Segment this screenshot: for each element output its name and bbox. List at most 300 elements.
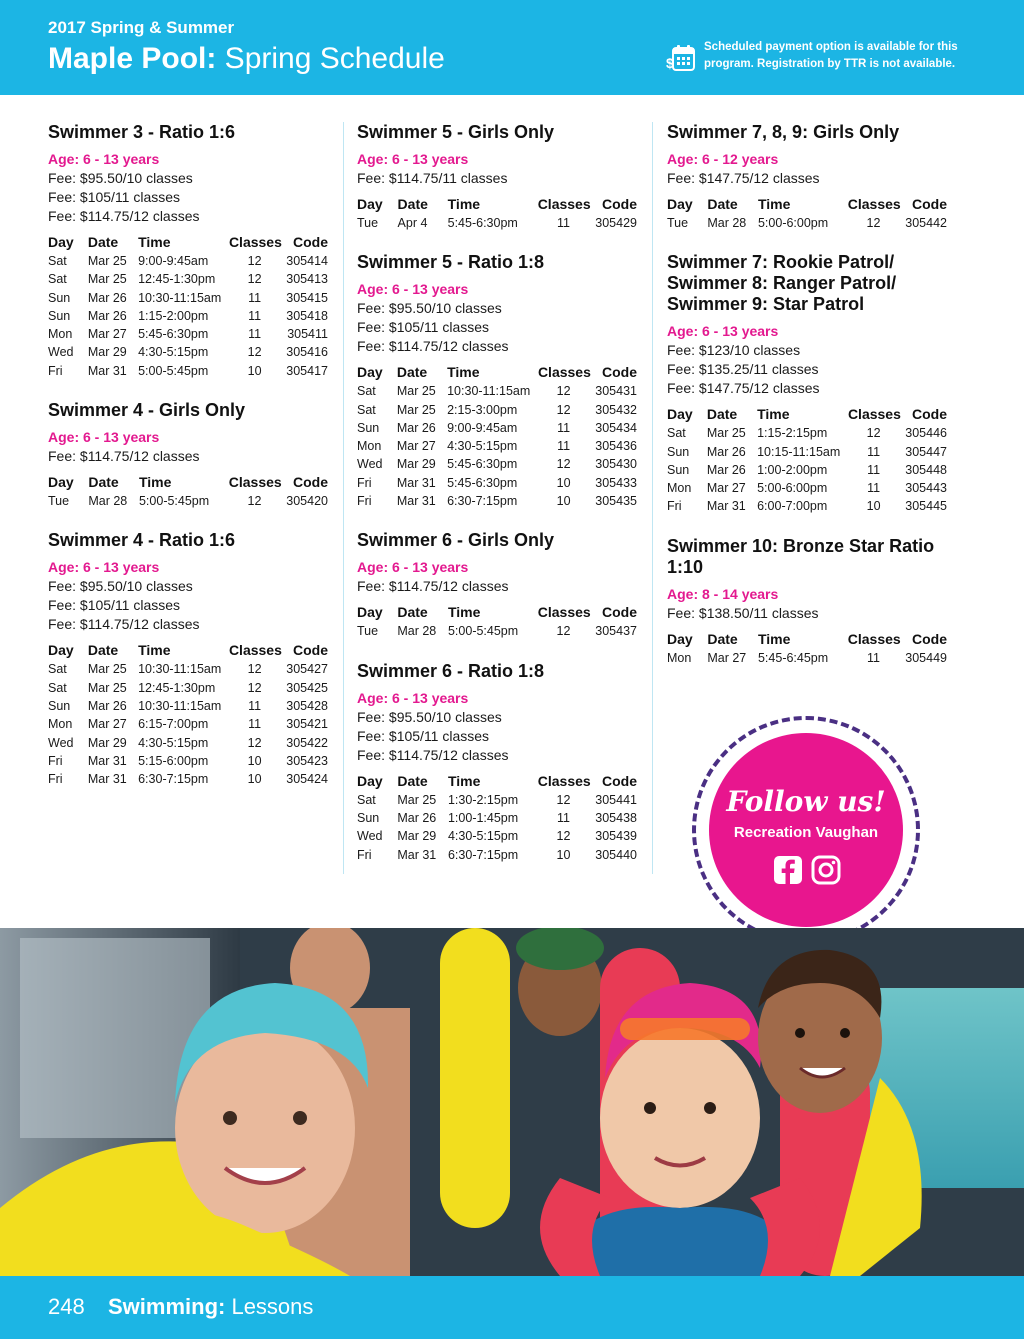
cell-day: Mon (357, 439, 382, 454)
cell-classes: 12 (556, 384, 571, 399)
fee-line: Fee: $95.50/10 classes (48, 578, 193, 595)
cell-code: 305420 (286, 494, 328, 509)
column-header-day: Day (357, 364, 383, 381)
cell-time: 5:00-6:00pm (757, 216, 829, 230)
fee-line: Fee: $105/11 classes (48, 189, 181, 205)
column-header-time: Time (757, 406, 790, 423)
column-header-code: Code (293, 474, 328, 491)
schedule-table (357, 599, 637, 640)
cell-day: Fri (48, 772, 63, 787)
page-header (0, 0, 1024, 95)
column-header-classes: Classes (847, 196, 901, 212)
age-range: Age: 6 - 13 years (357, 281, 469, 298)
program-title: Swimmer 7, 8, 9: Girls Only (667, 122, 900, 142)
cell-date: Apr 4 (397, 216, 428, 230)
cell-day: Wed (357, 829, 383, 844)
fee-line: Fee: $95.50/10 classes (357, 708, 502, 725)
cell-day: Sat (48, 254, 67, 268)
age-range: Age: 6 - 13 years (48, 559, 160, 576)
fee-line: Fee: $114.75/12 classes (48, 448, 200, 465)
table-header-row (357, 359, 637, 382)
column-header-classes: Classes (228, 234, 282, 250)
cell-day: Sun (48, 698, 71, 713)
cell-code: 305427 (286, 662, 328, 677)
column-header-classes: Classes (537, 196, 591, 212)
cell-date: Mar 26 (397, 810, 437, 825)
program-section (357, 252, 637, 510)
table-row (48, 752, 328, 770)
cell-date: Mar 28 (397, 624, 437, 639)
cell-time: 1:00-2:00pm (757, 462, 828, 477)
cell-day: Fri (357, 494, 372, 509)
cell-date: Mar 25 (87, 254, 127, 268)
table-row (667, 461, 947, 479)
cell-classes: 11 (867, 444, 881, 459)
table-row (357, 401, 637, 419)
cell-code: 305442 (905, 216, 947, 230)
table-row (667, 649, 947, 667)
cell-code: 305417 (286, 363, 328, 378)
fee-line: Fee: $114.75/12 classes (357, 338, 509, 355)
column-header-date: Date (707, 630, 738, 647)
age-range: Age: 6 - 12 years (667, 151, 779, 167)
cell-time: 4:30-5:15pm (447, 829, 519, 844)
column-header-classes: Classes (228, 642, 282, 659)
cell-day: Fri (357, 475, 372, 490)
table-row (357, 455, 637, 473)
cell-time: 10:30-11:15am (138, 698, 222, 713)
table-row (357, 846, 637, 864)
cell-classes: 12 (556, 624, 571, 639)
cell-classes: 12 (247, 735, 262, 750)
column-header-code: Code (912, 406, 947, 423)
cell-time: 10:15-11:15am (757, 444, 841, 459)
column-header-time: Time (757, 196, 791, 212)
cell-date: Mar 27 (707, 650, 747, 665)
table-row (357, 827, 637, 845)
cell-classes: 11 (557, 439, 571, 454)
cell-code: 305415 (286, 290, 328, 305)
cell-day: Sat (357, 792, 376, 807)
cell-classes: 10 (556, 494, 571, 509)
cell-date: Mar 31 (87, 772, 127, 787)
fee-line: Fee: $147.75/12 classes (667, 170, 820, 186)
cell-time: 9:00-9:45am (447, 420, 518, 435)
program-section (48, 530, 328, 788)
age-range: Age: 6 - 13 years (667, 323, 779, 340)
cell-code: 305425 (286, 680, 328, 695)
cell-date: Mar 28 (88, 494, 128, 509)
cell-time: 5:45-6:30pm (447, 457, 518, 472)
table-row (48, 270, 328, 288)
table-row (48, 362, 328, 380)
cell-code: 305421 (286, 717, 328, 732)
cell-classes: 12 (556, 829, 571, 844)
age-range: Age: 6 - 13 years (357, 151, 469, 167)
column-header-time: Time (138, 234, 171, 250)
column-header-classes: Classes (228, 474, 282, 491)
table-row (48, 325, 328, 343)
column-header-date: Date (397, 772, 428, 789)
table-header-row (357, 768, 637, 791)
calendar-dollar-icon (666, 44, 696, 72)
cell-classes: 12 (556, 792, 571, 807)
fee-line: Fee: $105/11 classes (357, 727, 490, 744)
schedule-table (667, 401, 947, 515)
fee-line: Fee: $138.50/11 classes (667, 604, 819, 621)
cell-code: 305431 (595, 384, 637, 399)
cell-time: 5:00-6:00pm (757, 481, 828, 496)
cell-classes: 12 (247, 345, 262, 360)
cell-code: 305437 (595, 624, 637, 639)
column-header-code: Code (293, 234, 328, 250)
cell-date: Mar 31 (87, 753, 127, 768)
fee-line: Fee: $114.75/11 classes (357, 170, 508, 186)
cell-date: Mar 26 (706, 444, 746, 459)
table-row (357, 419, 637, 437)
program-title: Swimmer 6 - Ratio 1:8 (357, 660, 545, 681)
cell-day: Sun (357, 810, 380, 825)
cell-classes: 10 (247, 363, 262, 378)
cell-time: 6:30-7:15pm (138, 772, 209, 787)
cell-code: 305446 (905, 426, 947, 441)
cell-day: Sat (667, 426, 686, 441)
page-footer (0, 1276, 1024, 1339)
cell-day: Sat (357, 402, 376, 417)
table-row (357, 622, 637, 640)
cell-day: Sun (48, 308, 71, 323)
social-icons (773, 853, 843, 887)
table-row (667, 424, 947, 442)
table-row (667, 497, 947, 515)
column-header-time: Time (138, 474, 172, 491)
page-title-rest: Spring Schedule (216, 42, 445, 75)
cell-code: 305434 (595, 420, 637, 435)
table-row (667, 214, 947, 232)
column-header-time: Time (138, 642, 171, 659)
cell-day: Fri (48, 753, 63, 768)
column-header-classes: Classes (847, 630, 901, 647)
age-range: Age: 6 - 13 years (48, 151, 160, 167)
program-section (357, 530, 637, 640)
table-row (357, 437, 637, 455)
column-header-date: Date (88, 474, 119, 491)
schedule-table (48, 229, 328, 380)
cell-classes: 12 (866, 216, 881, 230)
column-divider (343, 122, 344, 874)
cell-code: 305445 (905, 499, 947, 514)
cell-classes: 10 (247, 753, 262, 768)
cell-date: Mar 25 (706, 426, 746, 441)
cell-code: 305447 (905, 444, 947, 459)
cell-code: 305449 (905, 650, 947, 665)
table-row (48, 492, 328, 510)
table-header-row (48, 229, 328, 252)
table-row (48, 252, 328, 270)
column-header-date: Date (396, 364, 428, 381)
table-row (667, 443, 947, 461)
cell-code: 305430 (595, 457, 637, 472)
cell-time: 6:15-7:00pm (138, 717, 209, 732)
cell-classes: 11 (248, 327, 262, 342)
cell-day: Tue (667, 216, 689, 230)
cell-code: 305441 (595, 792, 637, 807)
cell-day: Wed (48, 735, 74, 750)
schedule-table (357, 768, 637, 864)
section-label-rest: Lessons (225, 1294, 314, 1319)
table-header-row (667, 626, 947, 649)
cell-time: 4:30-5:15pm (447, 439, 518, 454)
table-row (48, 343, 328, 361)
table-row (48, 715, 328, 733)
program-section (667, 122, 947, 232)
photo-illustration (0, 928, 1024, 1276)
cell-classes: 12 (247, 680, 262, 695)
column-header-code: Code (912, 630, 947, 647)
page-title-bold: Maple Pool: (48, 42, 217, 75)
column-header-code: Code (602, 604, 637, 621)
cell-time: 4:30-5:15pm (138, 735, 209, 750)
cell-date: Mar 31 (706, 499, 746, 514)
cell-time: 1:30-2:15pm (447, 792, 519, 807)
cell-date: Mar 26 (87, 308, 127, 323)
cell-classes: 11 (557, 420, 571, 435)
cell-code: 305436 (595, 439, 637, 454)
cell-classes: 11 (248, 308, 262, 323)
cell-code: 305440 (595, 847, 637, 862)
cell-time: 12:45-1:30pm (138, 680, 216, 695)
cell-time: 4:30-5:15pm (138, 345, 209, 360)
cell-classes: 11 (248, 717, 262, 732)
program-title: Swimmer 6 - Girls Only (357, 530, 555, 551)
column-header-classes: Classes (537, 364, 591, 381)
cell-time: 5:45-6:30pm (447, 216, 518, 230)
cell-classes: 11 (556, 216, 570, 230)
table-row (48, 734, 328, 752)
fee-line: Fee: $114.75/12 classes (48, 208, 200, 224)
column-header-day: Day (48, 642, 74, 659)
column-header-day: Day (48, 474, 74, 491)
table-row (667, 479, 947, 497)
cell-code: 305411 (287, 327, 328, 342)
fee-line: Fee: $114.75/12 classes (357, 746, 509, 763)
cell-day: Sat (48, 662, 67, 677)
column-header-day: Day (357, 604, 383, 621)
program-section (48, 400, 328, 510)
table-row (48, 697, 328, 715)
cell-time: 10:30-11:15am (138, 662, 222, 677)
table-row (48, 679, 328, 697)
cell-day: Mon (667, 650, 692, 665)
facebook-icon[interactable] (773, 855, 803, 885)
cell-date: Mar 31 (397, 847, 437, 862)
program-title: Swimmer 5 - Ratio 1:8 (357, 252, 545, 273)
cell-code: 305439 (595, 829, 637, 844)
cell-code: 305433 (595, 475, 637, 490)
cell-classes: 12 (247, 254, 262, 268)
cell-time: 6:30-7:15pm (447, 847, 519, 862)
cell-code: 305443 (905, 481, 947, 496)
cell-time: 5:00-5:45pm (138, 363, 209, 378)
cell-code: 305418 (286, 308, 328, 323)
cell-date: Mar 29 (87, 345, 127, 360)
cell-classes: 11 (248, 290, 262, 305)
cell-day: Sun (667, 444, 690, 459)
instagram-icon[interactable] (811, 855, 841, 885)
follow-us-text: Follow us! (726, 785, 886, 818)
cell-date: Mar 27 (706, 481, 746, 496)
follow-us-badge[interactable] (709, 733, 903, 927)
cell-day: Fri (357, 847, 372, 862)
schedule-table (48, 637, 328, 788)
program-section (667, 536, 947, 667)
cell-time: 10:30-11:15am (447, 384, 531, 399)
table-row (48, 660, 328, 678)
cell-day: Sat (357, 384, 376, 399)
fee-line: Fee: $105/11 classes (357, 319, 490, 336)
schedule-column-2 (357, 122, 637, 884)
program-title: Swimmer 4 - Ratio 1:6 (48, 530, 236, 551)
cell-code: 305432 (595, 402, 637, 417)
cell-date: Mar 29 (396, 457, 436, 472)
table-row (357, 474, 637, 492)
column-header-time: Time (447, 196, 481, 212)
cell-date: Mar 31 (396, 494, 436, 509)
column-header-classes: Classes (537, 772, 591, 789)
program-title: Swimmer 5 - Girls Only (357, 122, 555, 142)
column-header-date: Date (706, 406, 738, 423)
column-header-code: Code (602, 196, 637, 212)
cell-date: Mar 31 (87, 363, 127, 378)
cell-day: Tue (357, 624, 379, 639)
schedule-column-3 (667, 122, 947, 687)
column-header-time: Time (447, 772, 481, 789)
cell-day: Sat (48, 272, 67, 287)
table-header-row (48, 637, 328, 660)
cell-classes: 11 (867, 481, 881, 496)
program-section (667, 252, 947, 515)
cell-time: 9:00-9:45am (138, 254, 209, 268)
cell-classes: 11 (557, 810, 570, 825)
cell-classes: 10 (866, 499, 881, 514)
cell-time: 1:15-2:00pm (138, 308, 209, 323)
cell-date: Mar 26 (87, 698, 127, 713)
cell-code: 305424 (286, 772, 328, 787)
column-header-date: Date (397, 604, 428, 621)
recreation-vaughan-text: Recreation Vaughan (733, 824, 879, 841)
table-row (357, 791, 637, 809)
table-header-row (357, 599, 637, 622)
program-title: Swimmer 7: Rookie Patrol/ Swimmer 8: Ranger Patrol/ Swimmer 9: Star Patrol (667, 252, 897, 315)
program-section (357, 122, 637, 232)
cell-day: Wed (357, 457, 383, 472)
cell-day: Tue (357, 216, 379, 230)
cell-time: 5:00-5:45pm (138, 494, 210, 509)
column-header-classes: Classes (537, 604, 591, 621)
cell-day: Sun (357, 420, 380, 435)
cell-code: 305438 (595, 810, 637, 825)
table-header-row (48, 469, 328, 492)
column-header-day: Day (357, 196, 383, 212)
table-row (48, 770, 328, 788)
cell-day: Wed (48, 345, 74, 360)
cell-day: Sat (48, 680, 67, 695)
cell-date: Mar 28 (707, 216, 747, 230)
cell-day: Fri (48, 363, 63, 378)
column-header-time: Time (757, 630, 791, 647)
age-range: Age: 6 - 13 years (357, 559, 469, 576)
table-header-row (357, 191, 637, 214)
page-number: 248 (48, 1294, 85, 1319)
cell-time: 6:30-7:15pm (447, 494, 518, 509)
table-row (357, 214, 637, 232)
cell-classes: 10 (247, 772, 262, 787)
cell-day: Tue (48, 494, 70, 509)
age-range: Age: 6 - 13 years (357, 689, 469, 706)
cell-classes: 12 (556, 402, 571, 417)
cell-classes: 12 (247, 272, 262, 287)
cell-day: Sun (48, 290, 71, 305)
column-header-date: Date (397, 196, 428, 212)
cell-classes: 12 (866, 426, 881, 441)
cell-time: 2:15-3:00pm (447, 402, 518, 417)
column-header-date: Date (87, 642, 119, 659)
column-header-day: Day (667, 196, 693, 212)
cell-time: 5:45-6:30pm (447, 475, 518, 490)
column-header-date: Date (707, 196, 738, 212)
column-header-code: Code (602, 772, 637, 789)
page-title (48, 42, 445, 76)
column-header-time: Time (447, 604, 481, 621)
cell-time: 5:45-6:30pm (138, 327, 209, 342)
cell-code: 305435 (595, 494, 637, 509)
cell-time: 12:45-1:30pm (138, 272, 216, 287)
schedule-table (48, 469, 328, 510)
column-header-classes: Classes (847, 406, 901, 423)
cell-date: Mar 27 (87, 327, 127, 342)
cell-time: 6:00-7:00pm (757, 499, 828, 514)
cell-date: Mar 26 (87, 290, 127, 305)
cell-time: 5:15-6:00pm (138, 753, 209, 768)
program-title: Swimmer 4 - Girls Only (48, 400, 246, 421)
cell-time: 5:00-5:45pm (447, 624, 519, 639)
table-row (357, 492, 637, 510)
cell-classes: 11 (248, 698, 262, 713)
schedule-table (357, 191, 637, 232)
kids-swimming-photo (0, 928, 1024, 1276)
cell-day: Mon (48, 327, 73, 342)
cell-code: 305416 (286, 345, 328, 360)
cell-date: Mar 25 (87, 662, 127, 677)
cell-code: 305413 (286, 272, 328, 287)
cell-classes: 11 (867, 650, 880, 665)
column-header-day: Day (357, 772, 383, 789)
age-range: Age: 8 - 14 years (667, 585, 779, 602)
cell-day: Mon (667, 481, 692, 496)
cell-time: 10:30-11:15am (138, 290, 222, 305)
cell-code: 305423 (286, 753, 328, 768)
cell-date: Mar 25 (397, 792, 437, 807)
cell-day: Sun (667, 462, 690, 477)
program-title: Swimmer 10: Bronze Star Ratio 1:10 (667, 535, 935, 577)
schedule-table (667, 191, 947, 232)
cell-date: Mar 25 (87, 680, 127, 695)
schedule-column-1 (48, 122, 328, 808)
table-row (357, 382, 637, 400)
column-header-code: Code (293, 642, 328, 659)
program-section (48, 122, 328, 380)
svg-text:$: $ (666, 55, 674, 71)
